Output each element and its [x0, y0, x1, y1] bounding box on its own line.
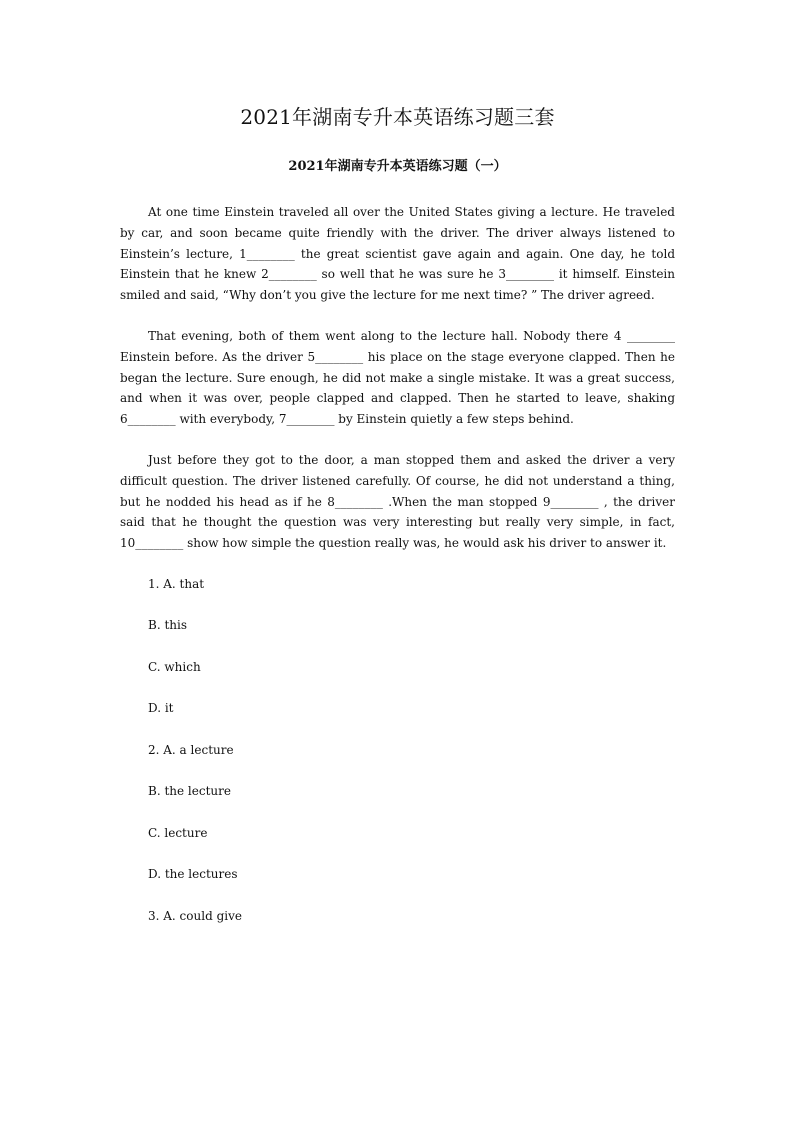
- answer-options: [120, 574, 675, 927]
- option-2-d: D. the lectures: [148, 867, 238, 882]
- document-page: [120, 100, 675, 947]
- document-title: 2021年湖南专升本英语练习题三套: [240, 105, 555, 129]
- option-1-d: D. it: [148, 701, 174, 716]
- option-1-b: B. this: [148, 618, 187, 633]
- option-3-a: 3. A. could give: [148, 908, 242, 923]
- passage-paragraph-1: At one time Einstein traveled all over the United States giving a lecture. He traveled by car, and soon became quite friendly with the driver. The driver always listened to Einstein’s lecture, 1________ the great scientist gave again and again. One day, he told Einstein that he knew 2________ so well that he was sure he 3________ it himself. Einstein smiled and said, “Why don’t you give the lecture for me next time? ” The driver agreed.: [120, 205, 675, 303]
- exercise-subtitle: 2021年湖南专升本英语练习题（一）: [288, 159, 507, 174]
- option-1-c: C. which: [148, 659, 201, 674]
- option-2-b: B. the lecture: [148, 784, 231, 799]
- passage-paragraph-3: Just before they got to the door, a man stopped them and asked the driver a very difficult question. The driver listened carefully. Of course, he did not understand a thing, but he nodded his head as if he 8________ .When the man stopped 9________ , the driver said that he thought the question was very interesting but really very simple, in fact, 10________ show how simple the question really was, he would ask his driver to answer it.: [120, 452, 675, 551]
- option-2-c: C. lecture: [148, 825, 208, 840]
- option-2-a: 2. A. a lecture: [148, 742, 234, 757]
- option-1-a: 1. A. that: [148, 576, 205, 591]
- passage-paragraph-2: That evening, both of them went along to the lecture hall. Nobody there 4 ________ Einstein before. As the driver 5________ his place on the stage everyone clapped. Then he began the lecture. Sure enough, he did not make a single mistake. It was a great success, and when it was over, people clapped and clapped. Then he started to leave, shaking 6________ with everybody, 7________ by Einstein quietly a few steps behind.: [120, 328, 675, 427]
